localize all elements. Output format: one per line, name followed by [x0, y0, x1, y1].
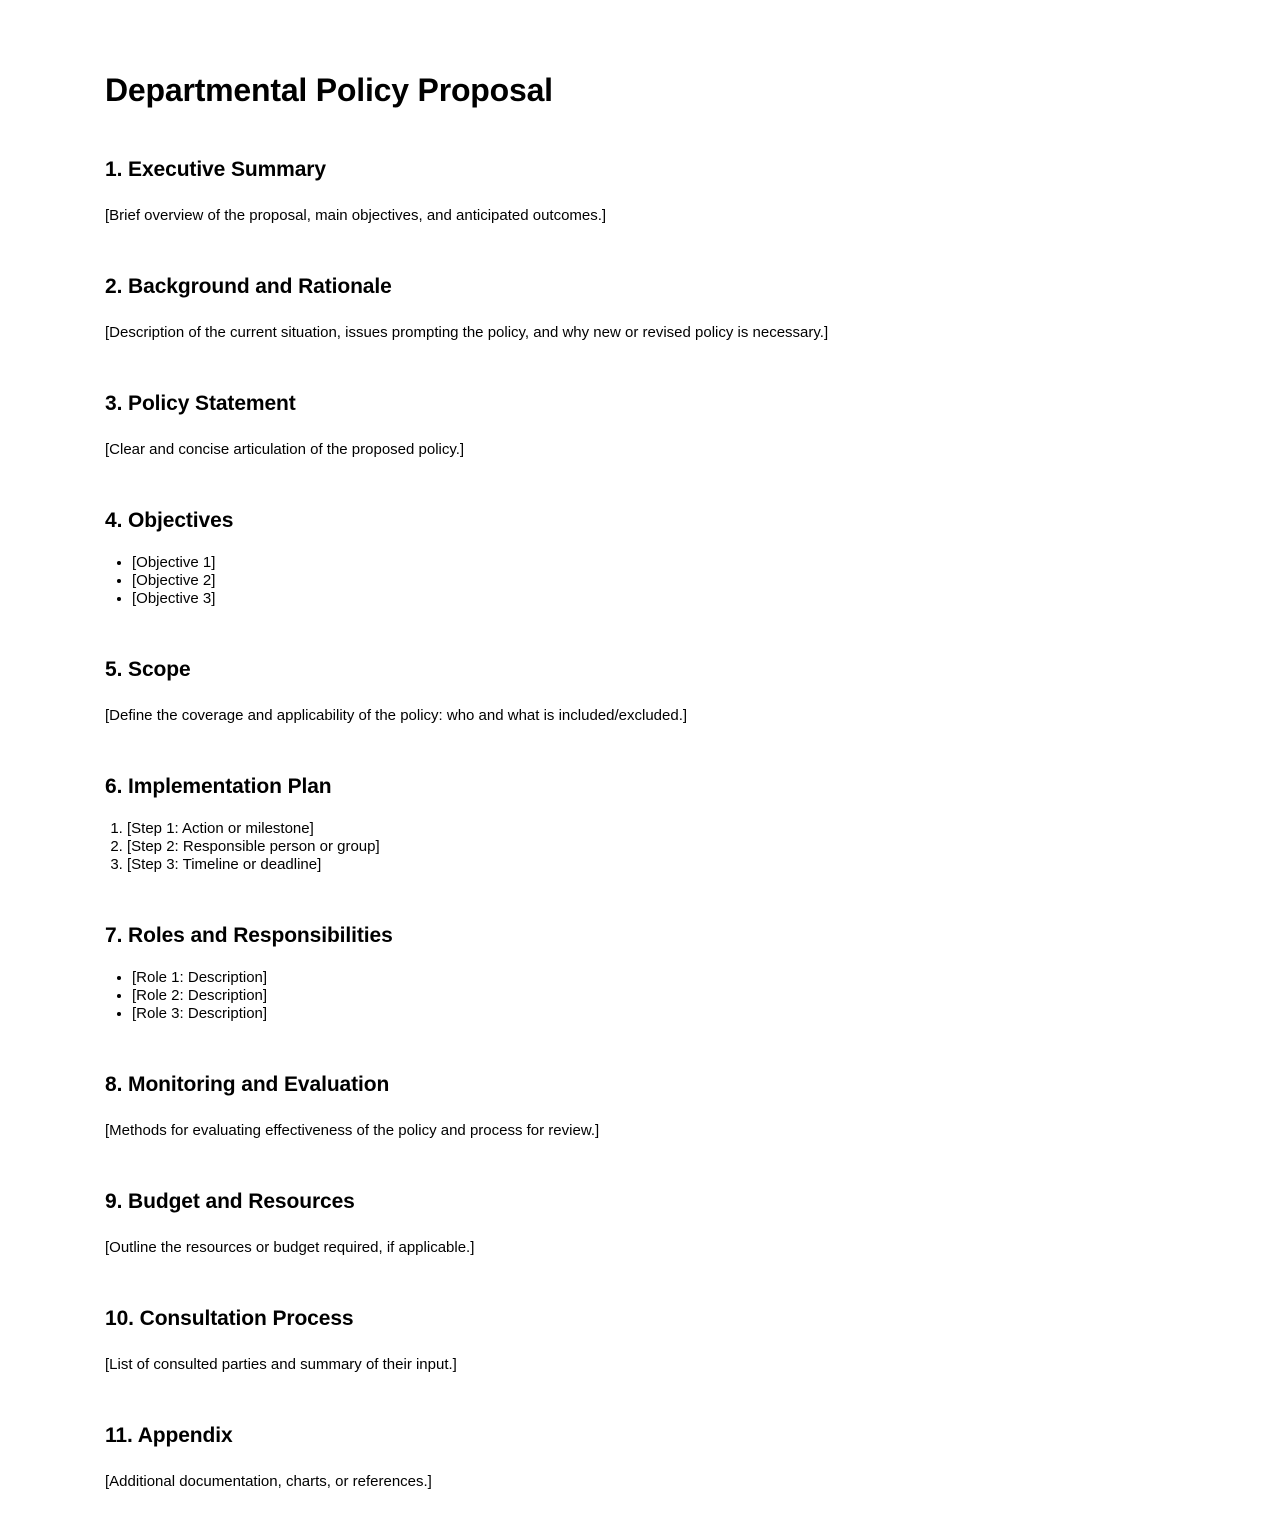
document-section	[105, 157, 1163, 226]
section-heading: 8. Monitoring and Evaluation	[105, 1072, 390, 1096]
section-paragraph: [Description of the current situation, issues prompting the policy, and why new or revised policy is necessary.]	[105, 323, 829, 341]
list-item: • [Objective 1]	[132, 554, 1163, 572]
document-section	[105, 1189, 1163, 1258]
section-paragraph: [Outline the resources or budget required, if applicable.]	[105, 1238, 475, 1256]
section-heading: 6. Implementation Plan	[105, 774, 332, 798]
document-section	[105, 657, 1163, 726]
section-paragraph: [Clear and concise articulation of the proposed policy.]	[105, 440, 465, 458]
list-item: 2. [Step 2: Responsible person or group]	[127, 838, 1163, 856]
section-ordered-list	[127, 820, 1163, 875]
list-item: • [Objective 2]	[132, 572, 1163, 590]
section-paragraph: [Methods for evaluating effectiveness of the policy and process for review.]	[105, 1121, 600, 1139]
document-section	[105, 1072, 1163, 1141]
document-sections	[105, 157, 1163, 1492]
document-section	[105, 1306, 1163, 1375]
section-heading: 9. Budget and Resources	[105, 1189, 355, 1213]
document-section	[105, 274, 1163, 343]
section-paragraph: [Additional documentation, charts, or references.]	[105, 1472, 432, 1490]
document-section	[105, 923, 1163, 1024]
section-heading: 3. Policy Statement	[105, 391, 296, 415]
section-heading: 2. Background and Rationale	[105, 274, 392, 298]
section-paragraph: [Define the coverage and applicability of the policy: who and what is included/excluded.]	[105, 706, 688, 724]
section-heading: 7. Roles and Responsibilities	[105, 923, 393, 947]
section-bulleted-list	[132, 969, 1163, 1024]
list-item: • [Objective 3]	[132, 590, 1163, 608]
document-section	[105, 774, 1163, 875]
list-item: • [Role 2: Description]	[132, 987, 1163, 1005]
document-section	[105, 1423, 1163, 1492]
section-heading: 5. Scope	[105, 657, 191, 681]
section-heading: 1. Executive Summary	[105, 157, 326, 181]
section-paragraph: [Brief overview of the proposal, main objectives, and anticipated outcomes.]	[105, 206, 607, 224]
section-paragraph: [List of consulted parties and summary of their input.]	[105, 1355, 457, 1373]
list-item: 3. [Step 3: Timeline or deadline]	[127, 856, 1163, 874]
list-item: 1. [Step 1: Action or milestone]	[127, 820, 1163, 838]
document-section	[105, 508, 1163, 609]
section-heading: 11. Appendix	[105, 1423, 233, 1447]
section-bulleted-list	[132, 554, 1163, 609]
list-item: • [Role 3: Description]	[132, 1005, 1163, 1023]
document-title: Departmental Policy Proposal	[105, 72, 553, 108]
list-item: • [Role 1: Description]	[132, 969, 1163, 987]
document-section	[105, 391, 1163, 460]
section-heading: 4. Objectives	[105, 508, 234, 532]
section-heading: 10. Consultation Process	[105, 1306, 354, 1330]
